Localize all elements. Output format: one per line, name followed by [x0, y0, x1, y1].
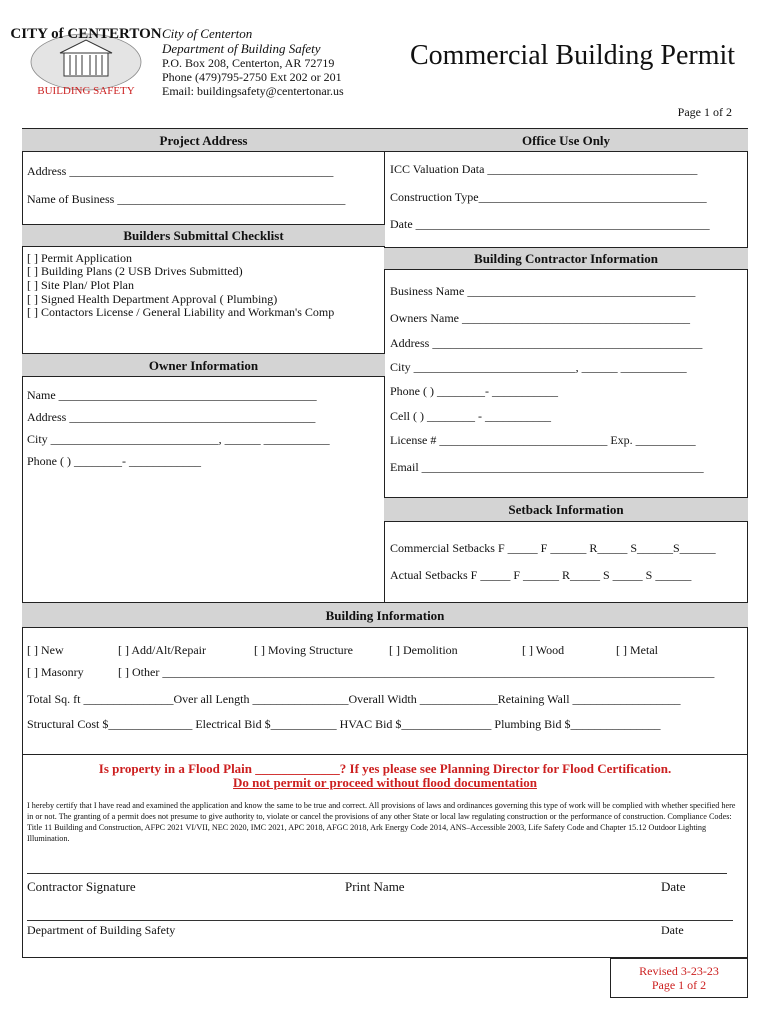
contractor-city-field[interactable]: City ___________________________, ______ ___________ — [390, 360, 687, 374]
option-new[interactable]: [ ] New — [27, 643, 64, 657]
department-phone: Phone (479)795-2750 Ext 202 or 201 — [162, 70, 342, 84]
owner-address-field[interactable]: Address _________________________________________ — [27, 410, 316, 424]
department-name: Department of Building Safety — [162, 41, 321, 56]
revision-box — [610, 958, 748, 998]
department-info — [162, 26, 344, 98]
footer-page-number: Page 1 of 2 — [651, 978, 707, 992]
revision-date: Revised 3-23-23 — [639, 964, 719, 978]
city-logo — [10, 22, 162, 100]
building-info-header: Building Information — [22, 602, 748, 628]
office-use-header: Office Use Only — [384, 128, 748, 152]
logo-top-text: CITY of CENTERTON — [10, 26, 162, 42]
setback-header: Setback Information — [384, 497, 748, 522]
department-signature-label: Department of Building Safety — [27, 923, 176, 937]
flood-warning: Do not permit or proceed without flood documentation — [233, 775, 537, 790]
checklist-item[interactable]: [ ] Permit Application — [27, 251, 132, 265]
construction-type-field[interactable]: Construction Type______________________________________ — [390, 190, 707, 204]
commercial-setbacks-field[interactable]: Commercial Setbacks F _____ F ______ R_____ S______S______ — [390, 541, 716, 555]
print-name-label: Print Name — [345, 879, 405, 894]
contractor-signature-label: Contractor Signature — [27, 879, 136, 894]
business-name-field[interactable]: Name of Business ______________________________________ — [27, 192, 346, 206]
owner-city-field[interactable]: City ____________________________, ______ ___________ — [27, 432, 330, 446]
option-demolition[interactable]: [ ] Demolition — [389, 643, 458, 657]
logo-bottom-text: BUILDING SAFETY — [37, 85, 135, 97]
option-metal[interactable]: [ ] Metal — [616, 643, 658, 657]
option-moving-structure[interactable]: [ ] Moving Structure — [254, 643, 353, 657]
city-name: City of Centerton — [162, 26, 253, 41]
contractor-header: Building Contractor Information — [384, 247, 748, 270]
project-address-header: Project Address — [22, 128, 385, 152]
department-signature-line — [27, 920, 733, 921]
option-add-alt-repair[interactable]: [ ] Add/Alt/Repair — [118, 643, 206, 657]
actual-setbacks-field[interactable]: Actual Setbacks F _____ F ______ R_____ S _____ S ______ — [390, 568, 692, 582]
checklist-item[interactable]: [ ] Building Plans (2 USB Drives Submitted) — [27, 264, 243, 278]
checklist-header: Builders Submittal Checklist — [22, 224, 385, 247]
checklist-item[interactable]: [ ] Signed Health Department Approval ( Plumbing) — [27, 292, 278, 306]
department-address: P.O. Box 208, Centerton, AR 72719 — [162, 56, 335, 70]
section-divider — [22, 754, 748, 755]
contractor-cell-field[interactable]: Cell ( ) ________ - ___________ — [390, 409, 551, 423]
office-date-field[interactable]: Date _________________________________________________ — [390, 217, 710, 231]
checklist-item[interactable]: [ ] Contactors License / General Liability and Workman's Comp — [27, 305, 335, 319]
contractor-license-field[interactable]: License # ____________________________ Exp. __________ — [390, 433, 696, 447]
date-label: Date — [661, 879, 686, 894]
contractor-owners-field[interactable]: Owners Name ______________________________________ — [390, 311, 690, 325]
option-masonry[interactable]: [ ] Masonry — [27, 665, 84, 679]
building-cost-fields[interactable]: Structural Cost $______________ Electrical Bid $___________ HVAC Bid $_______________ Plumbing Bid $_______________ — [27, 717, 661, 731]
owner-phone-field[interactable]: Phone ( ) ________- ____________ — [27, 454, 201, 468]
contractor-business-field[interactable]: Business Name ______________________________________ — [390, 284, 696, 298]
building-size-fields[interactable]: Total Sq. ft _______________Over all Length ________________Overall Width _____________Retaining Wall __________________ — [27, 692, 681, 706]
contractor-email-field[interactable]: Email _______________________________________________ — [390, 460, 704, 474]
department-date-label: Date — [661, 923, 684, 937]
flood-plain-question: Is property in a Flood Plain _____________? If yes please see Planning Director for Flood Certification. — [98, 761, 672, 776]
checklist-item[interactable]: [ ] Site Plan/ Plot Plan — [27, 278, 135, 292]
contractor-phone-field[interactable]: Phone ( ) ________- ___________ — [390, 384, 558, 398]
icc-valuation-field[interactable]: ICC Valuation Data ___________________________________ — [390, 162, 698, 176]
department-email: Email: buildingsafety@centertonar.us — [162, 84, 344, 98]
form-title: Commercial Building Permit — [410, 40, 736, 71]
contractor-address-field[interactable]: Address _____________________________________________ — [390, 336, 703, 350]
page-number: Page 1 of 2 — [677, 105, 732, 119]
certification-text: I hereby certify that I have read and examined the application and know the same to be true and correct. All provisions of laws and ordinances governing this type of work will be complied with whether specified here in or not. The granting of a permit does not presume to give authority to, violate or cancel the provisions of any other State or local law regulating construction or the performance of construction. Compliance Codes: Title 11 Building and Construction, AFPC 2021 VI/VII, NEC 2020, IMC 2021, APC 2018, AFGC 2018, Ark Energy Code 2014, ANS–Accessible 2003, Life Safety Code and Chapter 15.12 Outdoor Lighting Illumination. — [27, 801, 736, 843]
option-other[interactable]: [ ] Other ____________________________________________________________________________________________ — [118, 665, 715, 679]
option-wood[interactable]: [ ] Wood — [522, 643, 565, 657]
signature-line — [27, 873, 727, 874]
owner-header: Owner Information — [22, 353, 385, 377]
owner-name-field[interactable]: Name ___________________________________________ — [27, 388, 317, 402]
project-address-field[interactable]: Address ____________________________________________ — [27, 164, 334, 178]
